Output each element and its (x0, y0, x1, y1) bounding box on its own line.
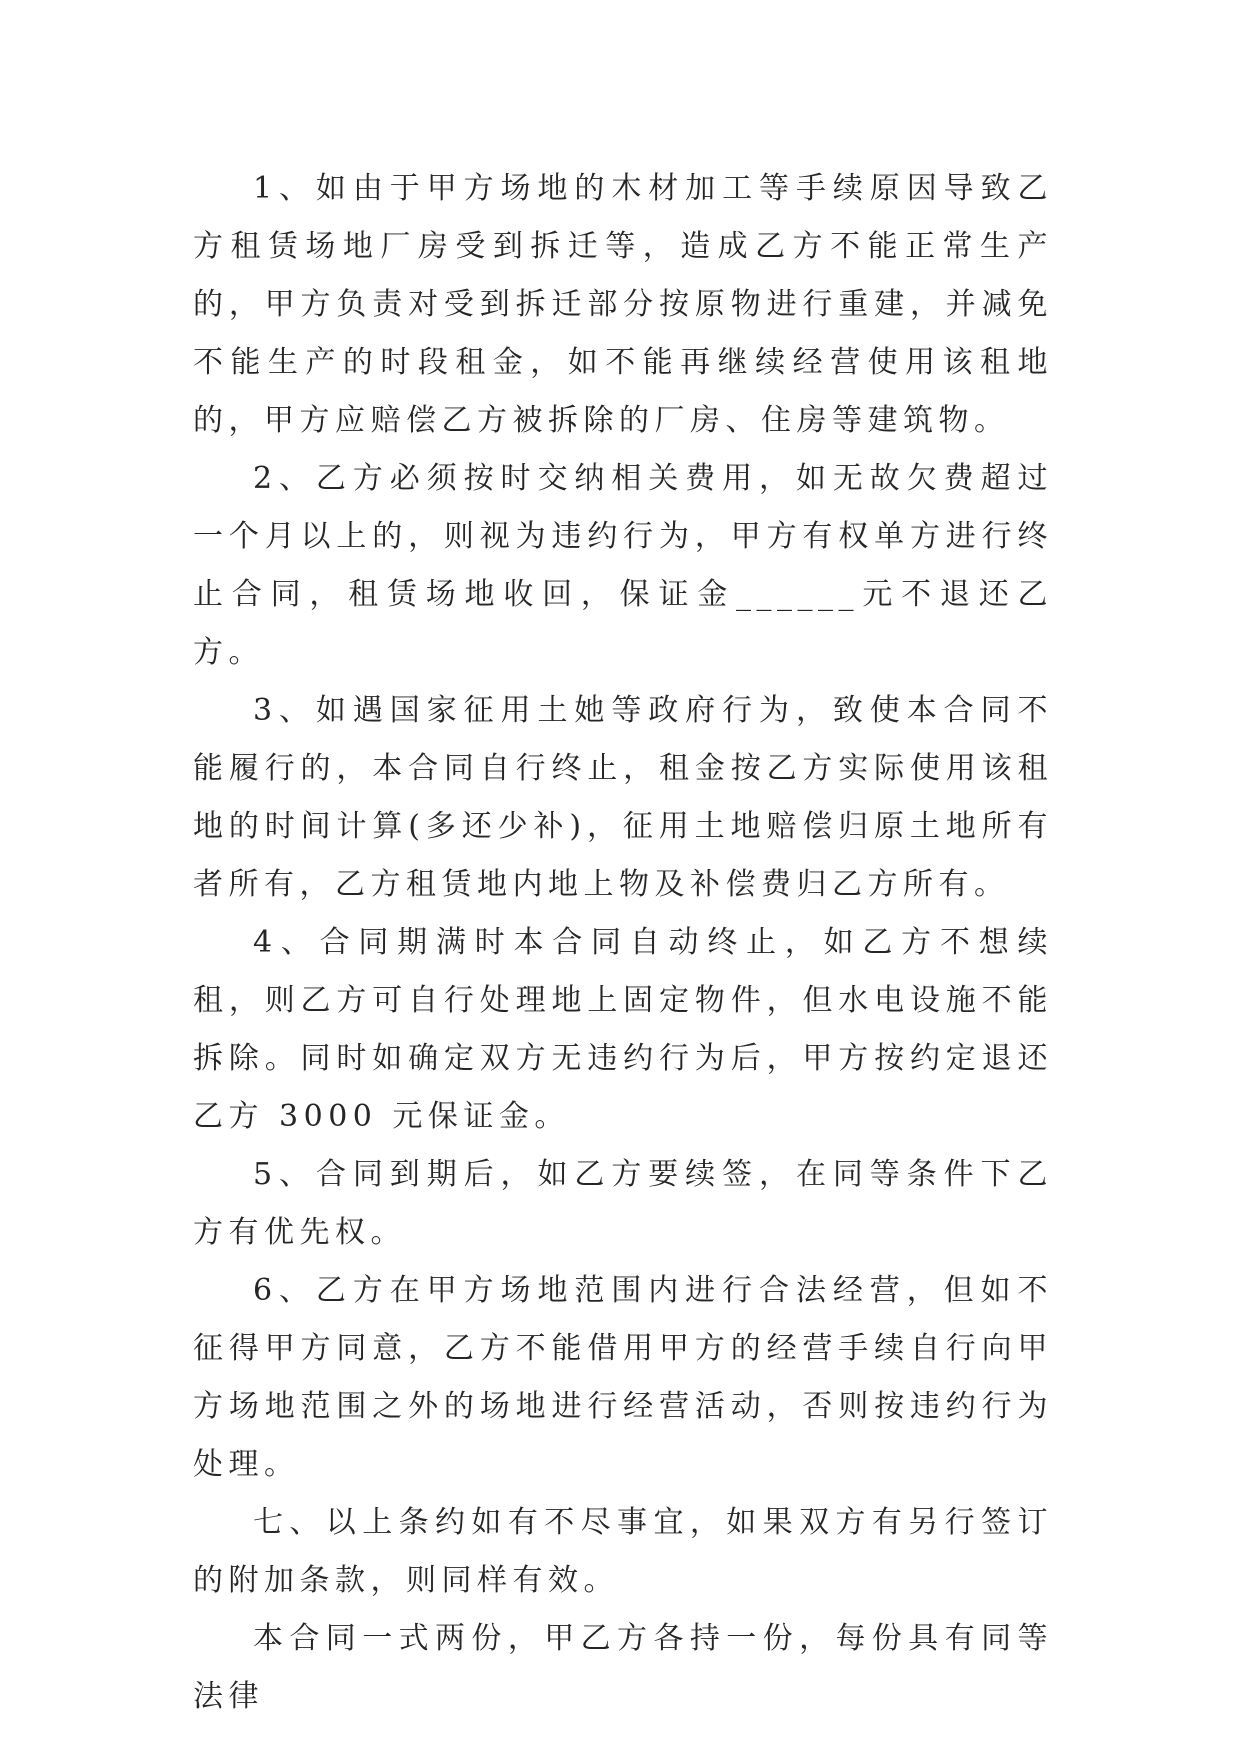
clause-7-paragraph: 七、以上条约如有不尽事宜，如果双方有另行签订的附加条款，则同样有效。 (193, 1505, 1053, 1598)
document-body (193, 160, 1053, 1726)
clause-2-paragraph: 2、乙方必须按时交纳相关费用，如无故欠费超过一个月以上的，则视为违约行为，甲方有权单方进行终止合同，租赁场地收回，保证金______元不退还乙方。 (193, 461, 1053, 670)
clause-6-paragraph: 6、乙方在甲方场地范围内进行合法经营，但如不征得甲方同意，乙方不能借用甲方的经营手续自行向甲方场地范围之外的场地进行经营活动，否则按违约行为处理。 (193, 1273, 1053, 1482)
clause-4-paragraph: 4、合同期满时本合同自动终止，如乙方不想续租，则乙方可自行处理地上固定物件，但水电设施不能拆除。同时如确定双方无违约行为后，甲方按约定退还乙方 3000 元保证金。 (193, 925, 1053, 1134)
clause-5-paragraph: 5、合同到期后，如乙方要续签，在同等条件下乙方有优先权。 (193, 1157, 1053, 1250)
clause-3-paragraph: 3、如遇国家征用土她等政府行为，致使本合同不能履行的，本合同自行终止，租金按乙方实际使用该租地的时间计算(多还少补)，征用土地赔偿归原土地所有者所有，乙方租赁地内地上物及补偿费归乙方所有。 (193, 693, 1053, 902)
closing-paragraph: 本合同一式两份，甲乙方各持一份，每份具有同等法律 (193, 1621, 1053, 1714)
clause-1-paragraph: 1、如由于甲方场地的木材加工等手续原因导致乙方租赁场地厂房受到拆迁等，造成乙方不能正常生产的，甲方负责对受到拆迁部分按原物进行重建，并减免不能生产的时段租金，如不能再继续经营使用该租地的，甲方应赔偿乙方被拆除的厂房、住房等建筑物。 (193, 171, 1053, 438)
